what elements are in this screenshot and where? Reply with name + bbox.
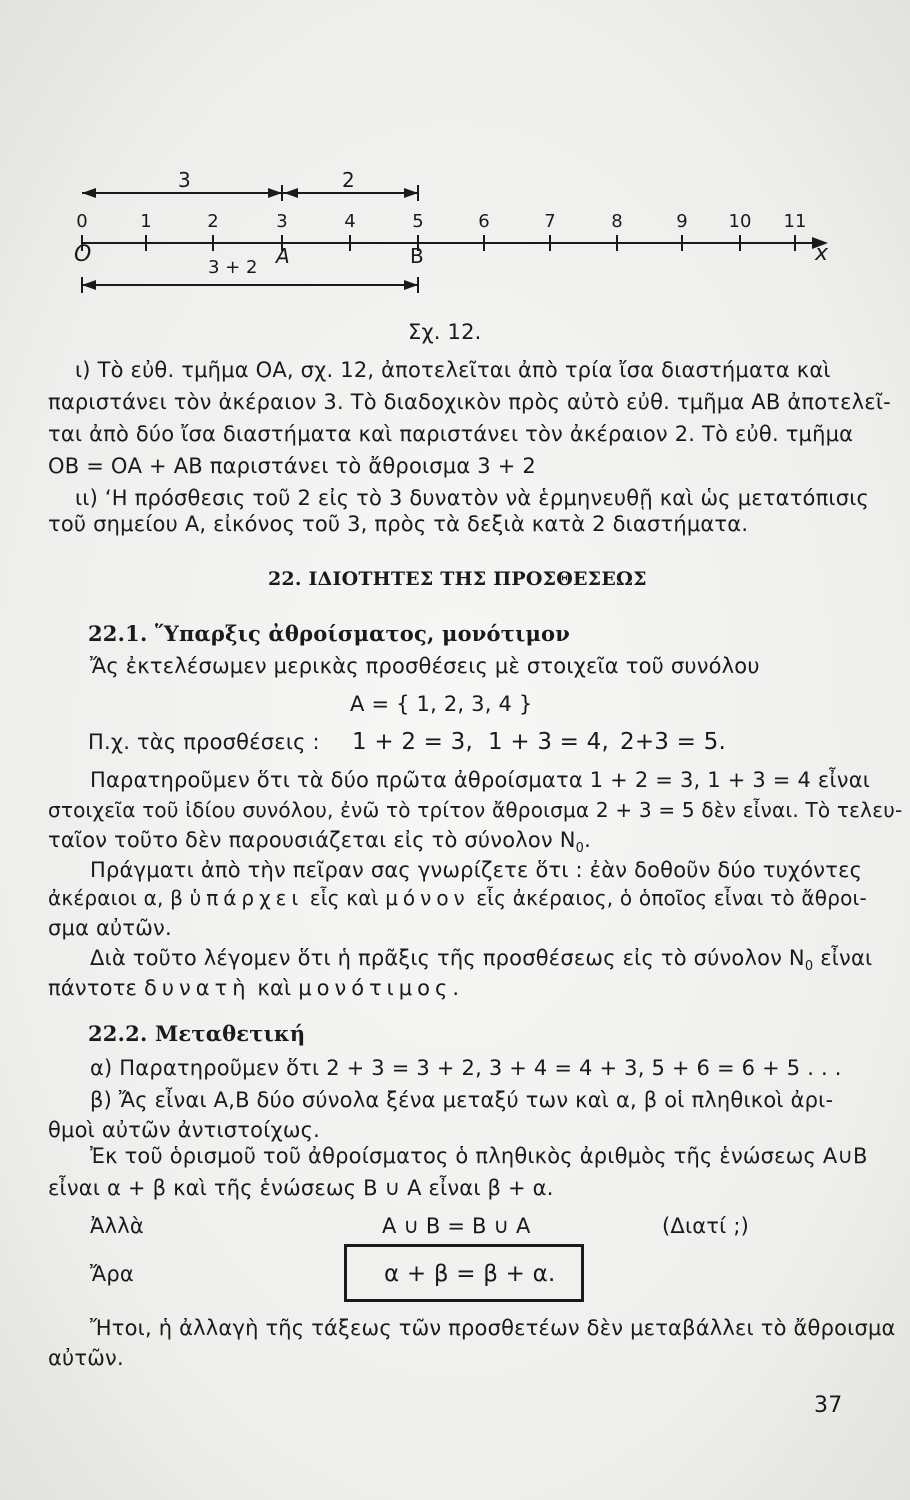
- conclusion-line-2: αὐτῶν.: [48, 1346, 124, 1370]
- s222-b-line-2: θμοὶ αὐτῶν ἀντιστοίχως.: [48, 1118, 321, 1142]
- p2-spaced-yparxei: ὑπάρχει: [189, 886, 304, 910]
- heading-22-1: 22.1. Ὕπαρξις ἀθροίσματος, μονότιμον: [88, 621, 571, 646]
- intro-line-4: ΟΒ = ΟΑ + ΑΒ παριστάνει τὸ ἄθροισμα 3 + 2: [48, 454, 536, 478]
- tick-2: 2: [207, 211, 219, 232]
- p2-line-2-b: εἷς καὶ: [309, 886, 379, 910]
- p2-line-2: [48, 884, 867, 912]
- segment-label-2: 2: [342, 168, 355, 192]
- tick-10: 10: [728, 211, 752, 232]
- p1-line-2: στοιχεῖα τοῦ ἰδίου συνόλου, ἐνῶ τὸ τρίτον ἄθροισμα 2 + 3 = 5 δὲν εἶναι. Τὸ τελευ-: [48, 798, 903, 822]
- point-O-label: O: [74, 242, 92, 267]
- p3-line-1-a: Διὰ τοῦτο λέγομεν ὅτι ἡ πρᾶξις τῆς προσθέσεως εἰς τὸ σύνολον N: [90, 946, 805, 970]
- conclusion-line-1: Ἤτοι, ἡ ἀλλαγὴ τῆς τάξεως τῶν προσθετέων δὲν μεταβάλλει τὸ ἄθροισμα: [90, 1316, 896, 1340]
- p1-line-3-end: .: [584, 828, 592, 852]
- p2-spaced-monon: μόνον: [385, 886, 470, 910]
- n0-subscript-2: 0: [804, 959, 814, 975]
- tick-6: 6: [478, 211, 490, 232]
- p2-line-2-a: ἀκέραιοι α, β: [48, 886, 184, 910]
- tick-9: 9: [676, 211, 688, 232]
- axis-x-label: x: [815, 241, 829, 266]
- p3-spaced-monotimos: μονότιμος.: [298, 976, 464, 1000]
- px-label: Π.χ. τὰς προσθέσεις :: [88, 730, 320, 754]
- p2-line-1: Πράγματι ἀπὸ τὴν πεῖραν σας γνωρίζετε ὅτι : ἐὰν δοθοῦν δύο τυχόντες: [90, 858, 863, 882]
- px-eq-1: 1 + 2 = 3,: [352, 729, 473, 755]
- p2-line-3: σμα αὐτῶν.: [48, 916, 172, 940]
- p1-line-3-text: ταῖον τοῦτο δὲν παρουσιάζεται εἰς τὸ σύνολον N: [48, 828, 576, 852]
- alla-why: (Διατί ;): [662, 1214, 749, 1238]
- intro-line-3: ται ἀπὸ δύο ἴσα διαστήματα καὶ παριστάνει τὸν ἀκέραιον 2. Τὸ εὐθ. τμῆμα: [48, 422, 854, 446]
- alla-equation: Α ∪ Β = Β ∪ Α: [382, 1214, 531, 1238]
- px-eq-3: 2+3 = 5.: [620, 729, 726, 755]
- p1-line-1: Παρατηροῦμεν ὅτι τὰ δύο πρῶτα ἀθροίσματα 1 + 2 = 3, 1 + 3 = 4 εἶναι: [90, 768, 871, 792]
- intro-line-5: ιι) ʻΗ πρόσθεσις τοῦ 2 εἰς τὸ 3 δυνατὸν νὰ ἑρμηνευθῇ καὶ ὡς μετατόπισις: [75, 486, 870, 510]
- number-line-figure: [60, 165, 850, 305]
- s222-c-line-2: εἶναι α + β καὶ τῆς ἑνώσεως Β ∪ Α εἶναι β + α.: [48, 1176, 554, 1200]
- intro-line-6: τοῦ σημείου Α, εἰκόνος τοῦ 3, πρὸς τὰ δεξιὰ κατὰ 2 διαστήματα.: [48, 512, 749, 536]
- heading-22-2: 22.2. Μεταθετική: [88, 1021, 306, 1046]
- ara-label: Ἄρα: [90, 1262, 134, 1286]
- p3-line-2-a: πάντοτε: [48, 976, 138, 1000]
- segment-label-3: 3: [178, 168, 191, 192]
- s222-a-line: α) Παρατηροῦμεν ὅτι 2 + 3 = 3 + 2, 3 + 4 = 4 + 3, 5 + 6 = 6 + 5 . . .: [90, 1056, 842, 1080]
- tick-8: 8: [611, 211, 623, 232]
- p2-line-2-c: εἷς ἀκέραιος, ὁ ὁποῖος εἶναι τὸ ἄθροι-: [476, 886, 867, 910]
- point-B-label: B: [410, 244, 424, 268]
- ara-equation: α + β = β + α.: [384, 1261, 556, 1287]
- intro-line-1: ι) Τὸ εὐθ. τμῆμα ΟΑ, σχ. 12, ἀποτελεῖται ἀπὸ τρία ἴσα διαστήματα καὶ: [75, 358, 831, 382]
- alla-label: Ἀλλὰ: [90, 1214, 144, 1238]
- s222-c-line-1: Ἐκ τοῦ ὁρισμοῦ τοῦ ἀθροίσματος ὁ πληθικὸς ἀριθμὸς τῆς ἑνώσεως Α∪Β: [90, 1144, 868, 1168]
- p3-line-1-b: εἶναι: [813, 946, 873, 970]
- sum-label: 3 + 2: [208, 257, 258, 278]
- intro-line-2: παριστάνει τὸν ἀκέραιον 3. Τὸ διαδοχικὸν πρὸς αὐτὸ εὐθ. τμῆμα ΑΒ ἀποτελεῖ-: [48, 390, 891, 414]
- tick-labels: [76, 211, 806, 232]
- figure-caption: Σχ. 12.: [408, 320, 482, 344]
- p3-spaced-dynati: δυνατὴ: [144, 976, 251, 1000]
- s221-line-1: Ἄς ἐκτελέσωμεν μερικὰς προσθέσεις μὲ στοιχεῖα τοῦ συνόλου: [90, 654, 760, 678]
- point-A-label: A: [276, 244, 290, 268]
- p3-line-2-b: καὶ: [257, 976, 292, 1000]
- tick-11: 11: [783, 211, 807, 232]
- tick-0: 0: [76, 211, 88, 232]
- tick-5: 5: [412, 211, 424, 232]
- p3-line-2: [48, 974, 464, 1002]
- s222-b-line-1: β) Ἄς εἶναι Α,Β δύο σύνολα ξένα μεταξύ των καὶ α, β οἱ πληθικοὶ ἀρι-: [90, 1088, 834, 1112]
- n0-subscript: 0: [575, 841, 585, 857]
- tick-4: 4: [344, 211, 356, 232]
- px-eq-2: 1 + 3 = 4,: [488, 729, 609, 755]
- set-A: Α = { 1, 2, 3, 4 }: [350, 692, 533, 716]
- tick-7: 7: [544, 211, 556, 232]
- tick-3: 3: [276, 211, 288, 232]
- page-number: 37: [814, 1393, 843, 1418]
- tick-1: 1: [140, 211, 152, 232]
- section-title: 22. ΙΔΙΟΤΗΤΕΣ ΤΗΣ ΠΡΟΣΘΕΣΕΩΣ: [268, 568, 647, 590]
